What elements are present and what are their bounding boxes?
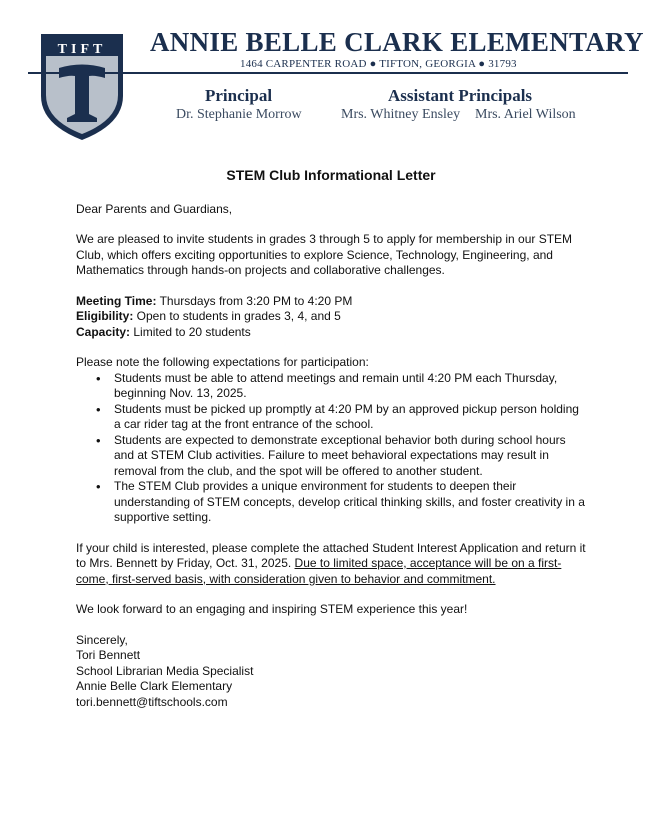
application-paragraph xyxy=(76,541,586,588)
crest-text: TIFT xyxy=(57,42,107,57)
principal-heading: Principal xyxy=(205,86,273,105)
valediction: Sincerely, xyxy=(76,632,128,647)
signer-name: Tori Bennett xyxy=(76,648,141,662)
detail-label: Meeting Time: xyxy=(76,293,157,308)
letter-title: STEM Club Informational Letter xyxy=(226,167,436,183)
detail-eligibility xyxy=(76,309,586,325)
detail-label: Capacity: xyxy=(76,324,131,339)
detail-meeting-time xyxy=(76,294,586,310)
list-item: • Students are expected to demonstrate exceptional behavior both during school hours and at STEM Club activities. Failure to meet behavioral expectations may result in removal from the club, and the spot will be offered to another student. xyxy=(76,433,586,480)
expectations-intro: Please note the following expectations for participation: xyxy=(76,355,369,369)
assistant-principals-heading: Assistant Principals xyxy=(388,86,533,105)
letterhead xyxy=(0,0,650,150)
signature-block xyxy=(76,633,586,711)
intro-paragraph: We are pleased to invite students in grades 3 through 5 to apply for membership in our STEM Club, which offers exciting opportunities to explore Science, Technology, Engineering, and Mathematics through hands-on projects and collaborative challenges. xyxy=(76,232,573,277)
greeting: Dear Parents and Guardians, xyxy=(76,201,233,216)
list-item: • Students must be picked up promptly at 4:20 PM by an approved pickup person holding a car rider tag at the front entrance of the school. xyxy=(76,402,586,433)
school-crest-logo xyxy=(37,28,127,142)
list-item: • The STEM Club provides a unique environment for students to deepen their understanding of STEM concepts, develop critical thinking skills, and foster creativity in a supportive setting. xyxy=(76,479,586,526)
school-address: 1464 CARPENTER ROAD ● TIFTON, GEORGIA ● 31793 xyxy=(240,58,517,70)
detail-value: Limited to 20 students xyxy=(130,324,251,339)
signer-email: tori.bennett@tiftschools.com xyxy=(76,694,228,709)
letter-body xyxy=(76,168,586,710)
list-item: • Students must be able to attend meetings and remain until 4:20 PM each Thursday, beginning Nov. 13, 2025. xyxy=(76,371,586,402)
signer-school: Annie Belle Clark Elementary xyxy=(76,679,233,693)
header-divider xyxy=(28,72,628,74)
detail-label: Eligibility: xyxy=(76,309,134,323)
school-name: ANNIE BELLE CLARK ELEMENTARY xyxy=(150,27,644,57)
acceptance-notice: Due to limited space, acceptance will be on a first-come, first-served basis, with consideration given to behavior and commitment. xyxy=(76,556,562,586)
closing-line: We look forward to an engaging and inspiring STEM experience this year! xyxy=(76,602,468,616)
club-details xyxy=(76,294,586,341)
assistant-principal-name-1: Mrs. Whitney Ensley xyxy=(341,107,461,122)
principal-name: Dr. Stephanie Morrow xyxy=(176,107,302,122)
assistant-principal-name-2: Mrs. Ariel Wilson xyxy=(475,107,576,122)
detail-value: Open to students in grades 3, 4, and 5 xyxy=(133,309,341,323)
signer-position: School Librarian Media Specialist xyxy=(76,663,254,678)
detail-capacity xyxy=(76,325,586,341)
expectations-list xyxy=(76,371,586,526)
detail-value: Thursdays from 3:20 PM to 4:20 PM xyxy=(156,293,353,308)
application-text: If your child is interested, please complete the attached Student Interest Application and return it to Mrs. Bennett by Friday, Oct. 31, 2025. xyxy=(76,540,586,570)
